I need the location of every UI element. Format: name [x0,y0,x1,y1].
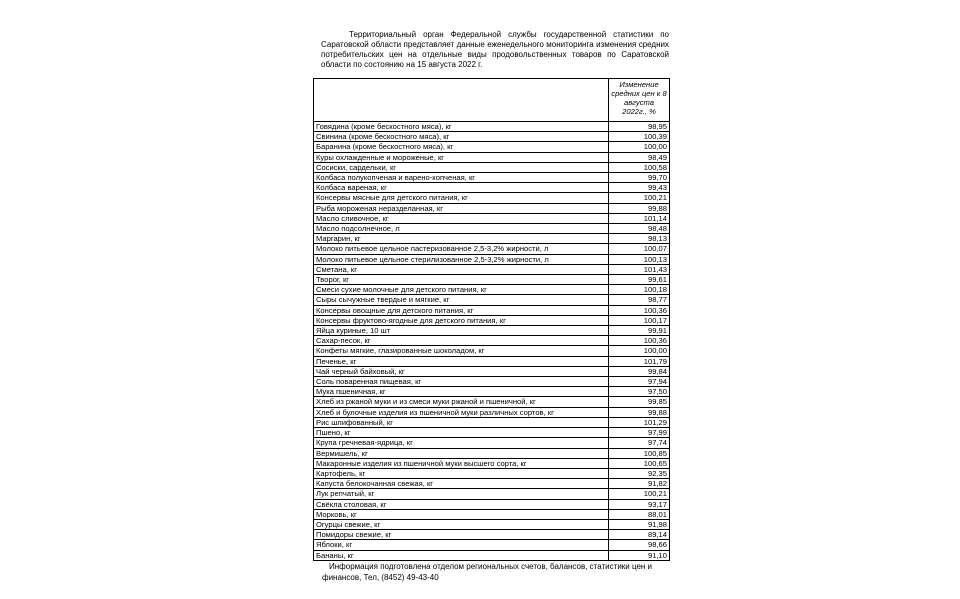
product-name: Свинина (кроме бескостного мяса), кг [314,132,609,142]
footer-text: Информация подготовлена отделом региональных счетов, балансов, статистики цен и финансов, Тел, (8452) 49-43-40 [322,562,653,582]
price-change-value: 101,14 [609,213,670,223]
price-change-value: 100,58 [609,162,670,172]
product-name: Капуста белокочанная свежая, кг [314,479,609,489]
price-change-value: 100,36 [609,336,670,346]
price-change-value: 100,39 [609,132,670,142]
intro-text: Территориальный орган Федеральной службы государственной статистики по Саратовской области представляет данные еженедельного мониторинга изменения средних потребительских цен на отдельные виды продовольственных товаров по Саратовской области по состоянию на 15 августа 2022 г. [321,30,669,69]
product-name: Свёкла столовая, кг [314,499,609,509]
price-change-value: 100,36 [609,305,670,315]
product-name: Пшено, кг [314,428,609,438]
table-row [314,356,670,366]
product-name: Картофель, кг [314,468,609,478]
product-name: Рыба мороженая неразделанная, кг [314,203,609,213]
table-row [314,550,670,560]
product-name: Сосиски, сардельки, кг [314,162,609,172]
product-name: Макаронные изделия из пшеничной муки высшего сорта, кг [314,458,609,468]
table-row [314,397,670,407]
product-name: Говядина (кроме бескостного мяса), кг [314,122,609,132]
price-change-value: 99,85 [609,397,670,407]
table-row [314,387,670,397]
table-row [314,244,670,254]
table-row [314,193,670,203]
table-row [314,458,670,468]
product-name: Конфеты мягкие, глазированные шоколадом, кг [314,346,609,356]
table-row [314,417,670,427]
table-row [314,275,670,285]
product-name: Сыры сычужные твердые и мягкие, кг [314,295,609,305]
price-change-value: 99,84 [609,366,670,376]
table-row [314,142,670,152]
table-row [314,122,670,132]
product-name: Колбаса вареная, кг [314,183,609,193]
price-change-value: 100,85 [609,448,670,458]
footer-note [322,561,670,583]
price-change-value: 88,01 [609,509,670,519]
product-name: Консервы фруктово-ягодные для детского питания, кг [314,315,609,325]
product-name: Колбаса полукопченая и варено-копченая, кг [314,173,609,183]
table-row [314,285,670,295]
product-name: Крупа гречневая-ядрица, кг [314,438,609,448]
table-row [314,489,670,499]
price-change-value: 98,49 [609,152,670,162]
product-name: Помидоры свежие, кг [314,530,609,540]
price-change-value: 101,43 [609,264,670,274]
table-row [314,519,670,529]
table-row [314,530,670,540]
product-name: Лук репчатый, кг [314,489,609,499]
price-change-value: 101,79 [609,356,670,366]
price-change-value: 97,99 [609,428,670,438]
table-row [314,499,670,509]
price-change-value: 100,65 [609,458,670,468]
product-name: Рис шлифованный, кг [314,417,609,427]
product-name: Консервы мясные для детского питания, кг [314,193,609,203]
price-change-value: 92,35 [609,468,670,478]
product-name: Масло подсолнечное, л [314,224,609,234]
table-row [314,173,670,183]
table-row [314,295,670,305]
price-change-value: 97,94 [609,377,670,387]
table-row [314,438,670,448]
price-change-value: 91,98 [609,519,670,529]
product-name: Куры охлажденные и мороженые, кг [314,152,609,162]
price-change-value: 100,21 [609,489,670,499]
table-row [314,183,670,193]
table-row [314,254,670,264]
table-row [314,162,670,172]
price-change-value: 93,17 [609,499,670,509]
price-change-value: 98,13 [609,234,670,244]
price-change-value: 89,14 [609,530,670,540]
table-row [314,428,670,438]
price-change-value: 100,00 [609,346,670,356]
table-row [314,377,670,387]
price-change-value: 98,77 [609,295,670,305]
table-row [314,203,670,213]
table-row [314,152,670,162]
price-change-value: 98,48 [609,224,670,234]
price-change-value: 91,82 [609,479,670,489]
price-change-value: 99,70 [609,173,670,183]
product-name: Вермишель, кг [314,448,609,458]
product-name: Соль поваренная пищевая, кг [314,377,609,387]
table-row [314,264,670,274]
product-name: Морковь, кг [314,509,609,519]
table-row [314,407,670,417]
product-name: Маргарин, кг [314,234,609,244]
table-row [314,509,670,519]
table-row [314,132,670,142]
price-change-value: 99,43 [609,183,670,193]
product-name: Консервы овощные для детского питания, кг [314,305,609,315]
product-name: Хлеб и булочные изделия из пшеничной муки различных сортов, кг [314,407,609,417]
price-change-value: 98,95 [609,122,670,132]
intro-paragraph [321,30,669,70]
table-row [314,540,670,550]
table-row [314,213,670,223]
price-change-value: 98,66 [609,540,670,550]
table-row [314,346,670,356]
price-change-value: 97,50 [609,387,670,397]
product-name: Бананы, кг [314,550,609,560]
table-row [314,366,670,376]
table-row [314,315,670,325]
product-name: Смеси сухие молочные для детского питания, кг [314,285,609,295]
table-row [314,468,670,478]
table-row [314,305,670,315]
product-name: Печенье, кг [314,356,609,366]
product-name: Баранина (кроме бескостного мяса), кг [314,142,609,152]
price-change-value: 100,21 [609,193,670,203]
table-header-row [314,79,670,122]
product-name: Сметана, кг [314,264,609,274]
price-change-value: 100,00 [609,142,670,152]
price-change-value: 100,17 [609,315,670,325]
price-change-value: 99,88 [609,407,670,417]
product-name: Молоко питьевое цельное пастеризованное 2,5-3,2% жирности, л [314,244,609,254]
product-name: Творог, кг [314,275,609,285]
product-name: Мука пшеничная, кг [314,387,609,397]
price-change-value: 101,29 [609,417,670,427]
price-change-value: 99,88 [609,203,670,213]
table-row [314,448,670,458]
price-change-value: 91,10 [609,550,670,560]
table-row [314,479,670,489]
price-change-value: 100,13 [609,254,670,264]
price-change-value: 100,18 [609,285,670,295]
product-name: Яйца куриные, 10 шт [314,326,609,336]
product-name: Молоко питьевое цельное стерилизованное 2,5-3,2% жирности, л [314,254,609,264]
product-name: Хлеб из ржаной муки и из смеси муки ржаной и пшеничной, кг [314,397,609,407]
table-row [314,234,670,244]
price-table [313,78,670,561]
table-row [314,224,670,234]
table-body [314,122,670,561]
product-name: Огурцы свежие, кг [314,519,609,529]
product-name: Яблоки, кг [314,540,609,550]
product-name: Чай черный байховый, кг [314,366,609,376]
table-row [314,336,670,346]
price-change-value: 99,61 [609,275,670,285]
product-name: Сахар-песок, кг [314,336,609,346]
header-change-cell: Изменение средних цен к 8 августа 2022г., % [609,79,670,122]
price-change-value: 99,91 [609,326,670,336]
price-change-value: 100,07 [609,244,670,254]
price-change-value: 97,74 [609,438,670,448]
header-product-cell [314,79,609,122]
table-row [314,326,670,336]
product-name: Масло сливочное, кг [314,213,609,223]
